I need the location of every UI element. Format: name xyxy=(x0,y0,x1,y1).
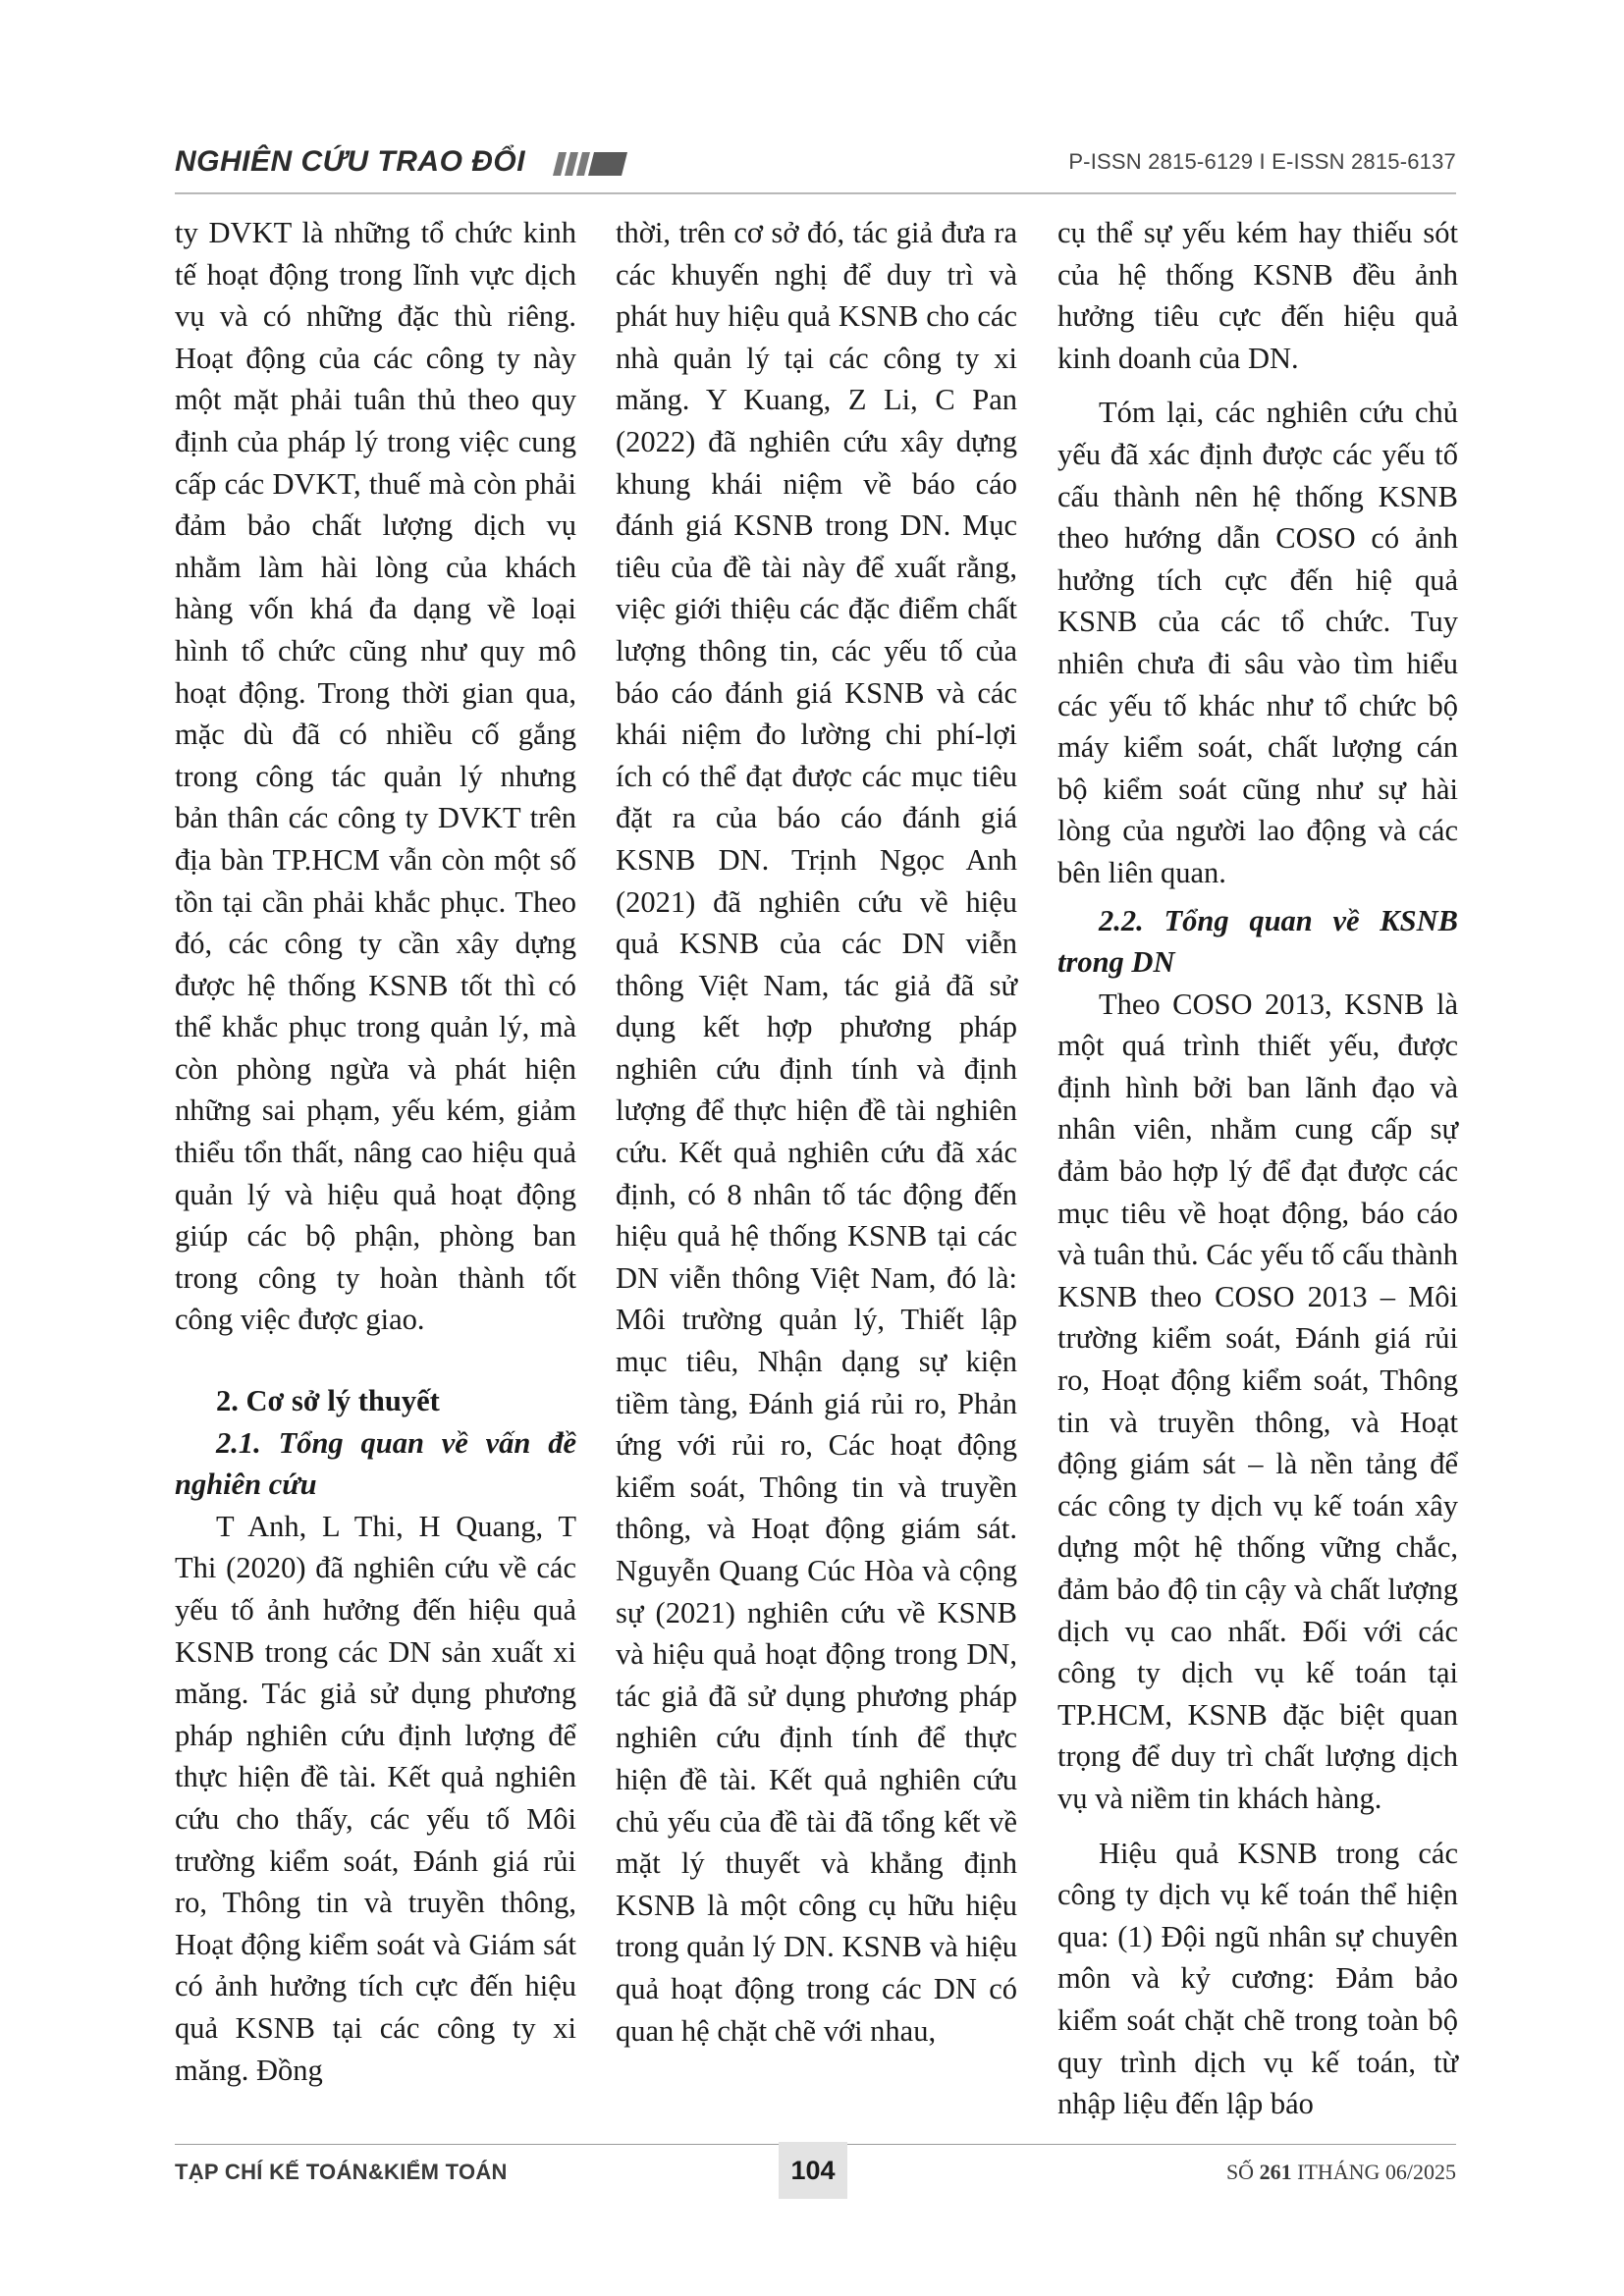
paragraph: Hiệu quả KSNB trong các công ty dịch vụ kế toán thể hiện qua: (1) Đội ngũ nhân sự chuyên môn và kỷ cương: Đảm bảo kiểm soát chặt chẽ trong toàn bộ quy trình dịch vụ kế toán, từ nhập liệu đến lập báo xyxy=(1057,1836,1458,2121)
page-number: 104 xyxy=(790,2156,836,2185)
issue-label xyxy=(1226,2160,1456,2185)
paragraph: Tóm lại, các nghiên cứu chủ yếu đã xác định được các yếu tố cấu thành nên hệ thống KSNB theo hướng dẫn COSO có ảnh hưởng tích cực đến hiệ quả KSNB của các tổ chức. Tuy nhiên chưa đi sâu vào tìm hiểu các yếu tố khác như tổ chức bộ máy kiểm soát, chất lượng cán bộ kiểm soát cũng như sự hài lòng của người lao động và các bên liên quan. xyxy=(1057,396,1458,889)
issue-number: 261 xyxy=(1259,2160,1292,2184)
text-column-2 xyxy=(616,212,1017,2052)
paragraph: ty DVKT là những tổ chức kinh tế hoạt động trong lĩnh vực dịch vụ và có những đặc thù riêng. Hoạt động của các công ty này một mặt phải tuân thủ theo quy định của pháp lý trong việc cung cấp các DVKT, thuế mà còn phải đảm bảo chất lượng dịch vụ nhằm làm hài lòng của khách hàng vốn khá đa dạng về loại hình tổ chức cũng như quy mô hoạt động. Trong thời gian qua, mặc dù đã có nhiều cố gắng trong công tác quản lý nhưng bản thân các công ty DVKT trên địa bàn TP.HCM vẫn còn một số tồn tại cần phải khắc phục. Theo đó, các công ty cần xây dựng được hệ thống KSNB tốt thì có thể khắc phục trong quản lý, mà còn phòng ngừa và phát hiện những sai phạm, yếu kém, giảm thiểu tổn thất, nâng cao hiệu quả quản lý và hiệu quả hoạt động giúp các bộ phận, phòng ban trong công ty hoàn thành tốt công việc được giao. xyxy=(175,216,576,1337)
text-column-3 xyxy=(1057,212,1458,2125)
paragraph: Theo COSO 2013, KSNB là một quá trình thiết yếu, được định hình bởi ban lãnh đạo và nhân viên, nhằm cung cấp sự đảm bảo hợp lý để đạt được các mục tiêu về hoạt động, báo cáo và tuân thủ. Các yếu tố cấu thành KSNB theo COSO 2013 – Môi trường kiểm soát, Đánh giá rủi ro, Hoạt động kiểm soát, Thông tin và truyền thông, và Hoạt động giám sát – là nền tảng để các công ty dịch vụ kế toán xây dựng một hệ thống vững chắc, đảm bảo độ tin cậy và chất lượng dịch vụ cao nhất. Đối với các công ty dịch vụ kế toán tại TP.HCM, KSNB đặc biệt quan trọng để duy trì chất lượng dịch vụ và niềm tin khách hàng. xyxy=(1057,987,1458,1815)
section-heading: 2. Cơ sở lý thuyết xyxy=(216,1384,440,1418)
page-header xyxy=(175,143,1456,187)
paragraph: cụ thể sự yếu kém hay thiếu sót của hệ thống KSNB đều ảnh hưởng tiêu cực đến hiệu quả kinh doanh của DN. xyxy=(1057,216,1458,375)
text-column-1 xyxy=(175,212,576,2091)
issue-prefix: SỐ xyxy=(1225,2160,1255,2184)
paragraph: T Anh, L Thi, H Quang, T Thi (2020) đã nghiên cứu về các yếu tố ảnh hưởng đến hiệu quả KSNB trong các DN sản xuất xi măng. Tác giả sử dụng phương pháp nghiên cứu định lượng để thực hiện đề tài. Kết quả nghiên cứu cho thấy, các yếu tố Môi trường kiểm soát, Đánh giá rủi ro, Thông tin và truyền thông, Hoạt động kiểm soát và Giám sát có ảnh hưởng tích cực đến hiệu quả KSNB tại các công ty xi măng. Đồng xyxy=(175,1509,576,2087)
header-decoration xyxy=(556,152,628,176)
header-divider xyxy=(175,192,1456,194)
issn-label: P-ISSN 2815-6129 I E-ISSN 2815-6137 xyxy=(1068,149,1456,174)
subsection-heading: 2.2. Tổng quan về KSNB trong DN xyxy=(1057,903,1458,980)
paragraph: thời, trên cơ sở đó, tác giả đưa ra các khuyến nghị để duy trì và phát huy hiệu quả KSNB cho các nhà quản lý tại các công ty xi măng. Y Kuang, Z Li, C Pan (2022) đã nghiên cứu xây dựng khung khái niệm về báo cáo đánh giá KSNB trong DN. Mục tiêu của đề tài này để xuất rằng, việc giới thiệu các đặc điểm chất lượng thông tin, các yếu tố của báo cáo đánh giá KSNB và các khái niệm đo lường chi phí-lợi ích có thể đạt được các mục tiêu đặt ra của báo cáo đánh giá KSNB DN. Trịnh Ngọc Anh (2021) đã nghiên cứu về hiệu quả KSNB của các DN viễn thông Việt Nam, tác giả đã sử dụng kết hợp phương pháp nghiên cứu định tính và định lượng để thực hiện đề tài nghiên cứu. Kết quả nghiên cứu đã xác định, có 8 nhân tố tác động đến hiệu quả hệ thống KSNB tại các DN viễn thông Việt Nam, đó là: Môi trường quản lý, Thiết lập mục tiêu, Nhận dạng sự kiện tiềm tàng, Đánh giá rủi ro, Phản ứng với rủi ro, Các hoạt động kiểm soát, Thông tin và truyền thông, và Hoạt động giám sát. Nguyễn Quang Cúc Hòa và cộng sự (2021) nghiên cứu về KSNB và hiệu quả hoạt động trong DN, tác giả đã sử dụng phương pháp nghiên cứu định tính để thực hiện đề tài. Kết quả nghiên cứu chủ yếu của đề tài đã tổng kết về mặt lý thuyết và khẳng định KSNB là một công cụ hữu hiệu trong quản lý DN. KSNB và hiệu quả hoạt động trong các DN có quan hệ chặt chẽ với nhau, xyxy=(616,216,1017,2048)
subsection-heading: 2.1. Tổng quan về vấn đề nghiên cứu xyxy=(175,1425,576,1502)
issue-date: ITHÁNG 06/2025 xyxy=(1297,2160,1456,2184)
section-title: NGHIÊN CỨU TRAO ĐỔI xyxy=(175,145,526,178)
journal-name: TẠP CHÍ KẾ TOÁN&KIỂM TOÁN xyxy=(175,2160,508,2184)
